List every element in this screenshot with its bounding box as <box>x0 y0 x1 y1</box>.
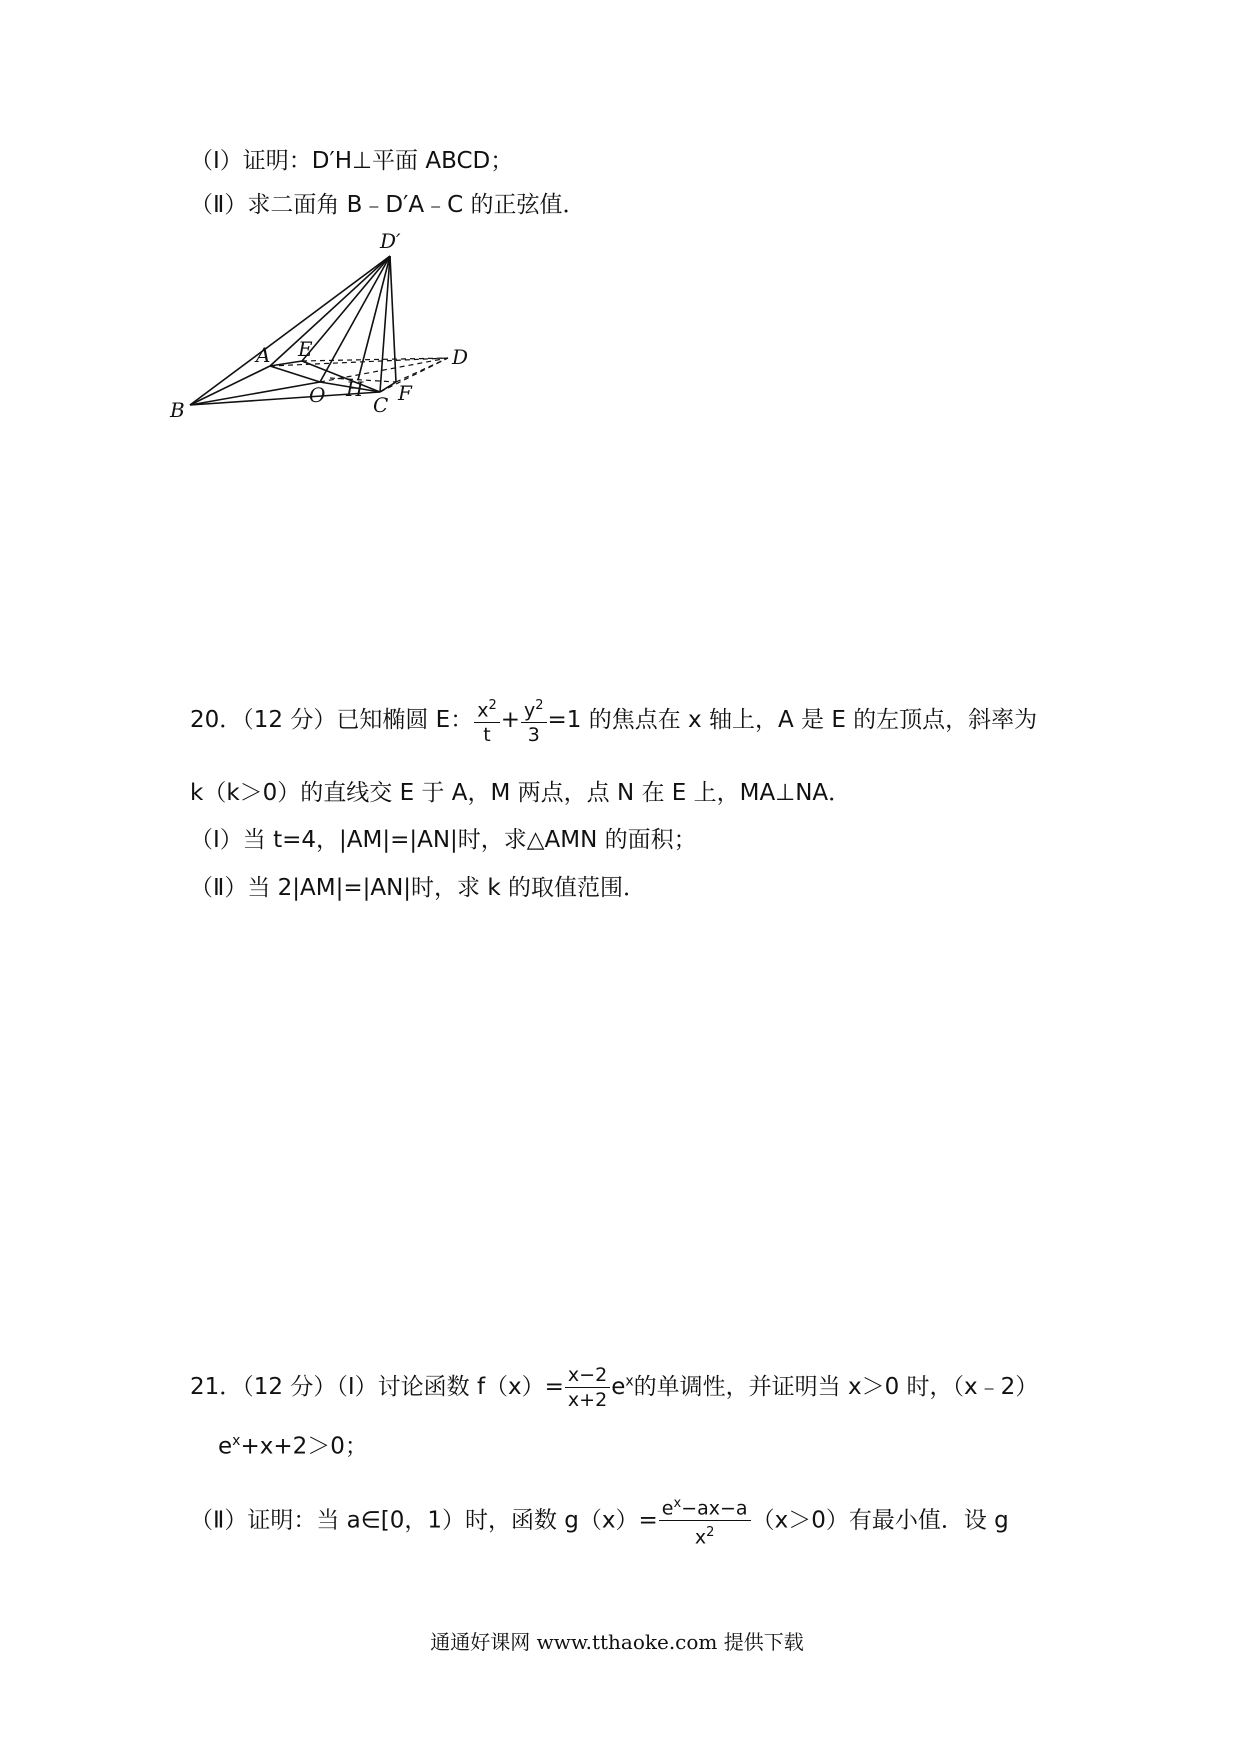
pyramid-figure <box>170 229 540 470</box>
q21-part2-suffix: （x＞0）有最小值．设 g <box>751 1507 1009 1534</box>
q21-line2-exp: x <box>232 1433 241 1449</box>
q21-part2 <box>190 1492 1009 1550</box>
q21-g-num-rest: −ax−a <box>681 1497 748 1520</box>
q21-g-num-exp: x <box>673 1496 682 1511</box>
q21-g-den-exp: 2 <box>706 1525 715 1541</box>
q20-line1 <box>190 694 1037 747</box>
q20-frac2-exp: 2 <box>535 698 544 713</box>
q20-frac2-den: 3 <box>527 724 540 747</box>
page-footer: 通通好课网 www.tthaoke.com 提供下载 <box>430 1630 804 1654</box>
edge-b-a <box>190 366 270 405</box>
q21-e: e <box>611 1374 626 1400</box>
q21-g-num-e: e <box>661 1497 674 1520</box>
q21-prefix: 21．（12 分）（Ⅰ）讨论函数 f（x）= <box>190 1374 564 1400</box>
q20-prefix: 20．（12 分）已知椭圆 E： <box>190 707 474 734</box>
q19-part2: （Ⅱ）求二面角 B﹣D′A﹣C 的正弦值． <box>190 192 586 218</box>
edge-o-dprime <box>320 256 390 382</box>
q21-frac-g <box>659 1492 751 1550</box>
q21-e-exp: x <box>625 1373 634 1390</box>
q21-line2-e: e <box>218 1433 233 1460</box>
q20-frac1-den: t <box>483 724 491 747</box>
dashed-f-d <box>396 358 448 382</box>
label-o: O <box>309 383 326 407</box>
q21-suffix: 的单调性，并证明当 x＞0 时，（x﹣2） <box>633 1374 1039 1400</box>
q21-frac-num: x−2 <box>565 1363 610 1388</box>
edge-a-o <box>270 366 320 382</box>
edge-dprime-f <box>390 256 396 382</box>
label-a: A <box>256 343 271 367</box>
q20-frac-y2-3 <box>521 694 547 747</box>
q21-line2-rest: +x+2＞0； <box>240 1433 368 1460</box>
q21-line1 <box>190 1363 1038 1412</box>
label-e: E <box>298 337 313 361</box>
q19-part1: （Ⅰ）证明：D′H⊥平面 ABCD； <box>190 148 514 174</box>
q20-suffix: =1 的焦点在 x 轴上，A 是 E 的左顶点，斜率为 <box>547 707 1038 734</box>
q21-g-den-x: x <box>694 1526 707 1549</box>
q21-line2 <box>218 1426 368 1462</box>
label-d: D <box>452 345 469 369</box>
q21-part2-prefix: （Ⅱ）证明：当 a∈[0，1）时，函数 g（x）= <box>190 1507 658 1534</box>
edge-b-o <box>190 382 320 405</box>
q20-frac1-num: x <box>477 699 489 722</box>
q21-frac-den: x+2 <box>567 1389 608 1411</box>
edge-a-dprime <box>270 256 390 366</box>
q21-frac-f <box>565 1363 610 1412</box>
label-c: C <box>373 393 389 417</box>
q20-part1: （Ⅰ）当 t=4，|AM|=|AN|时，求△AMN 的面积； <box>190 827 697 853</box>
q20-frac1-exp: 2 <box>488 698 497 713</box>
q20-line2: k（k＞0）的直线交 E 于 A，M 两点，点 N 在 E 上，MA⊥NA． <box>190 780 852 806</box>
q20-frac-x2-t <box>474 694 500 747</box>
label-dprime: D′ <box>380 229 401 253</box>
q20-plus: + <box>500 707 520 734</box>
label-h: H <box>346 377 364 401</box>
q20-part2: （Ⅱ）当 2|AM|=|AN|时，求 k 的取值范围． <box>190 875 646 901</box>
label-b: B <box>170 398 185 422</box>
label-f: F <box>398 381 412 405</box>
q20-frac2-num: y <box>524 699 536 722</box>
